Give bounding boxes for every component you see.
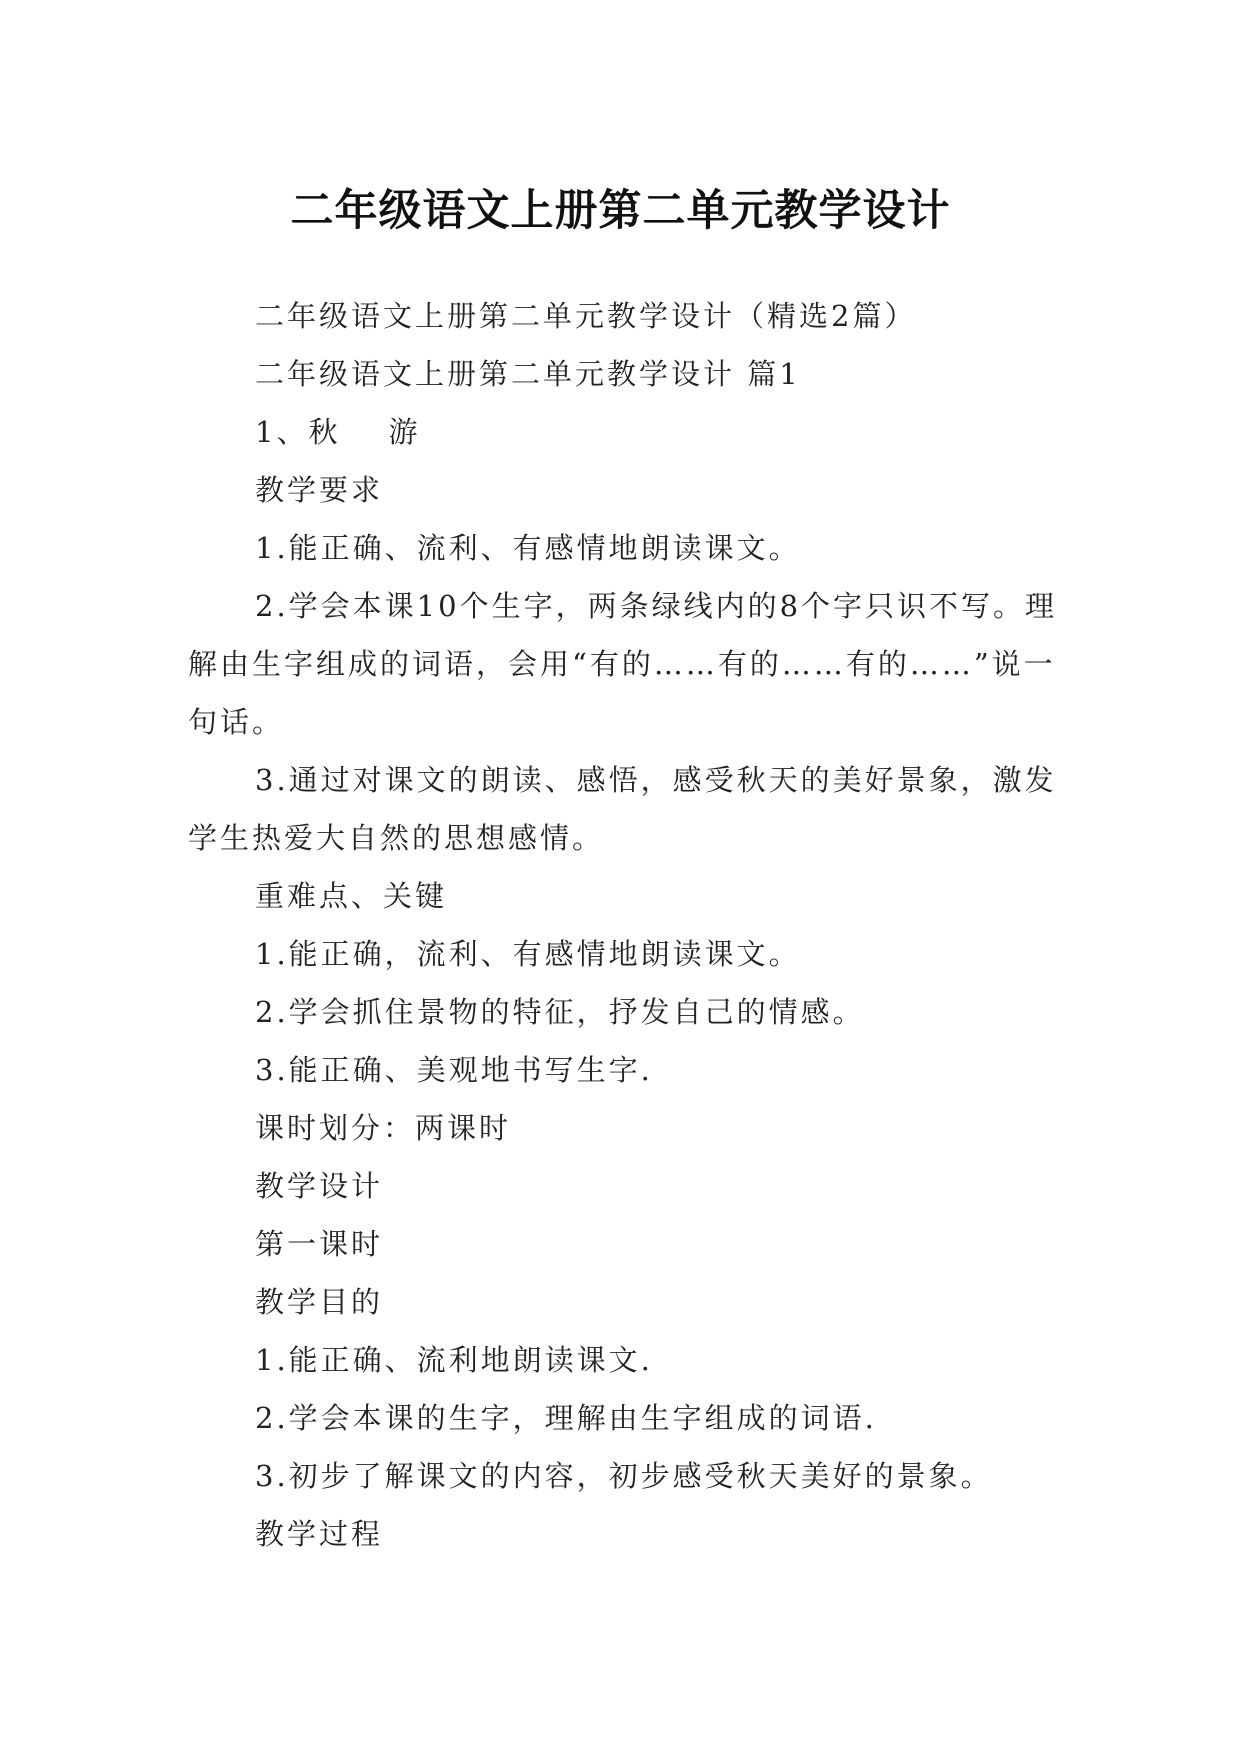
requirement-item: 3.通过对课文的朗读、感悟，感受秋天的美好景象，激发学生热爱大自然的思想感情。 <box>188 763 1057 855</box>
lesson-title <box>188 403 1068 461</box>
lesson-name: 游 <box>388 415 421 449</box>
document-body <box>188 287 1068 1563</box>
subtitle: 二年级语文上册第二单元教学设计（精选2篇） <box>255 299 917 333</box>
process-heading: 教学过程 <box>255 1517 384 1551</box>
objective-item: 1.能正确、流利地朗读课文. <box>255 1343 653 1377</box>
requirement-item: 1.能正确、流利、有感情地朗读课文。 <box>255 531 801 565</box>
requirement-item: 2.学会本课10个生字，两条绿线内的8个字只识不写。理解由生字组成的词语，会用“有的……有的……有的……”说一句话。 <box>188 589 1058 739</box>
requirements-heading: 教学要求 <box>255 473 384 507</box>
periods-line: 课时划分：两课时 <box>255 1111 512 1145</box>
lesson-number: 1、秋 <box>255 415 341 449</box>
first-period-heading: 第一课时 <box>255 1227 384 1261</box>
keypoint-item: 2.学会抓住景物的特征，抒发自己的情感。 <box>255 995 865 1029</box>
objectives-heading: 教学目的 <box>255 1285 384 1319</box>
section-heading: 二年级语文上册第二单元教学设计 篇1 <box>255 357 801 391</box>
keypoint-item: 3.能正确、美观地书写生字. <box>255 1053 653 1087</box>
keypoint-item: 1.能正确，流利、有感情地朗读课文。 <box>255 937 801 971</box>
objective-item: 3.初步了解课文的内容，初步感受秋天美好的景象。 <box>255 1459 993 1493</box>
keypoints-heading: 重难点、关键 <box>255 879 448 913</box>
document-title: 二年级语文上册第二单元教学设计 <box>290 185 951 236</box>
objective-item: 2.学会本课的生字，理解由生字组成的词语. <box>255 1401 877 1435</box>
design-heading: 教学设计 <box>255 1169 384 1203</box>
